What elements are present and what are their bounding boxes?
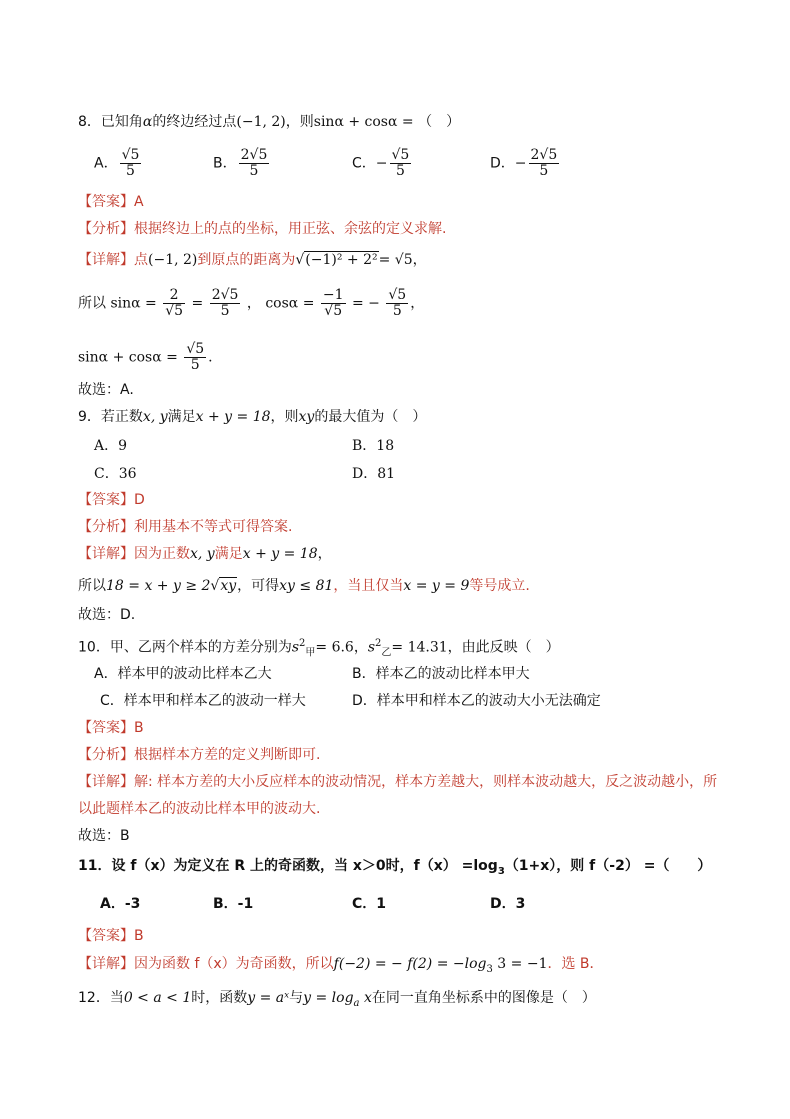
q8-expression: sinα + cosα = （ ） [313,114,461,130]
fraction [184,342,206,373]
fraction-numerator: √5 [388,287,407,303]
detail-text: 因为正数 [134,546,190,562]
answer-tag: 【答案】 [78,492,134,508]
detail-end: ．选 B． [547,956,604,972]
line-text-3: ，当且仅当 [333,578,404,594]
fraction-numerator: 2√5 [211,287,239,303]
detail-tag: 【详解】 [78,546,134,562]
stem-xy: xy [298,409,315,425]
detail-text: 因为函数 f（x）为奇函数，所以 [134,956,334,972]
answer-tag: 【答案】 [78,720,134,736]
stem-text: 10．甲、乙两个样本的方差分别为 [78,639,292,656]
stem-vars: x, y [142,409,168,425]
analysis-tag: 【分析】 [78,519,134,535]
q10-option-c: C．样本甲和样本乙的波动一样大 [100,693,306,709]
answer-value: B [134,928,144,944]
variance-symbol: s [291,639,300,656]
q8-detail: 【详解】点(−1, 2)到原点的距离为√(−1)² + 2²= √5， [78,252,427,268]
detail-text: 解: 样本方差的大小反应样本的波动情况，样本方差越大，则样本波动越大，反之波动越小，所 [134,774,718,790]
stem-condition: x + y = 18 [195,409,271,425]
fraction-denominator: 5 [190,357,200,373]
q9-stem [78,407,426,427]
option-sign: − [514,155,527,172]
exp-function: y = aˣ [247,990,290,1006]
q10-analysis [78,745,320,765]
detail-tag: 【详解】 [78,774,134,790]
option-letter: B． [213,155,237,172]
q8-option-a [94,148,143,179]
variance-sub: 甲 [305,647,316,659]
distance-result: = √5， [378,252,427,268]
condition: 0 < a < 1 [123,990,192,1006]
fraction-numerator: √5 [121,147,140,163]
q8-stem-text-3: ，则 [285,114,314,130]
variance-value: = 6.6 [315,639,354,656]
bound: xy ≤ 81 [279,578,334,594]
fraction [321,288,346,319]
q11-option-c: C．1 [352,896,387,912]
q8-stem [78,112,460,132]
answer-value: A [134,194,144,210]
q8-stem-text-2: 的终边经过点 [152,114,237,130]
radicand: xy [220,578,237,594]
option-letter: D． [490,155,515,172]
line-text-4: 等号成立. [469,578,530,594]
option-fraction [390,148,412,179]
answer-tag: 【答案】 [78,194,134,210]
fraction-denominator: √5 [324,303,343,319]
detail-math-2: 3 = −1 [492,956,548,972]
equals-sign: = − [351,295,380,312]
q9-option-d: D．81 [352,466,396,482]
q9-option-b: B．18 [352,438,395,454]
fraction-numerator: 2√5 [530,147,558,163]
q8-option-b [213,148,271,179]
fraction-numerator: 2 [163,288,185,304]
analysis-tag: 【分析】 [78,747,134,763]
q8-point: (−1, 2) [236,114,286,130]
equality-condition: x = y = 9 [403,578,470,594]
log-base: a [353,997,360,1009]
q8-detail-line3 [78,342,213,373]
q12-stem [78,988,596,1014]
q10-choose: 故选：B [78,828,130,844]
stem-text-4: 在同一直角坐标系中的图像是（ ） [371,990,596,1006]
stem-text: 9．若正数 [78,409,143,425]
q10-stem [78,634,560,663]
q10-detail [78,772,717,792]
q10-option-d: D．样本甲和样本乙的波动大小无法确定 [352,693,601,709]
stem-text-2: ，由此反映（ ） [447,639,560,656]
variance-sup: 2 [375,638,382,649]
q9-answer [78,490,145,510]
fraction [163,288,185,319]
detail-vars: x, y [190,546,215,562]
fraction-denominator: √5 [165,303,184,319]
q10-option-a: A．样本甲的波动比样本乙大 [94,666,272,682]
q9-detail-line2: 所以18 = x + y ≥ 2√xy，可得xy ≤ 81，当且仅当x = y = 9等号成立. [78,578,530,594]
analysis-tag: 【分析】 [78,221,134,237]
q9-detail [78,544,332,564]
option-letter: A． [94,155,118,172]
equals-sign: = [191,295,204,312]
line-end: ， [410,295,425,312]
fraction-denominator: 5 [392,303,402,319]
inequality: 18 = x + y ≥ 2 [106,578,211,594]
line-text-2: ，可得 [237,578,280,594]
q11-option-a: A．-3 [100,896,141,912]
detail-text: 点 [134,252,148,268]
fraction-denominator: 5 [539,163,549,179]
separator: ， [353,639,368,656]
stem-text-3: ，则 [270,409,299,425]
q11-detail [78,954,604,980]
q11-option-d: D．3 [490,896,526,912]
answer-tag: 【答案】 [78,928,134,944]
answer-value: D [134,492,145,508]
fraction-numerator: √5 [186,341,205,357]
stem-text-4: 的最大值为（ ） [314,409,427,425]
q8-answer [78,192,144,212]
q8-choose: 故选：A. [78,382,134,398]
detail-condition: x + y = 18 [242,546,318,562]
line-end: . [208,349,213,366]
option-fraction [120,148,142,179]
answer-value: B [134,720,144,736]
detail-text-2: 满足 [214,546,243,562]
stem-text-2: 时，函数 [191,990,248,1006]
detail-tag: 【详解】 [78,956,134,972]
fraction-numerator: 2√5 [240,147,268,163]
q9-option-c: C．36 [94,466,137,482]
option-fraction [529,148,560,179]
q11-answer [78,926,144,946]
variance-symbol: s [367,639,376,656]
option-letter: C． [352,155,376,172]
fraction [386,288,408,319]
log-function: y = log [303,990,354,1006]
detail-text-2: 到原点的距离为 [197,252,296,268]
fraction-denominator: 5 [249,163,259,179]
fraction-denominator: 5 [395,163,405,179]
variance-value: = 14.31 [391,639,448,656]
q9-option-a: A．9 [94,438,128,454]
log-base: 3 [497,865,505,877]
stem-text-2: 满足 [167,409,196,425]
stem-text-3: 与 [289,990,304,1006]
fraction-denominator: 5 [220,303,230,319]
q8-detail-line2 [78,288,424,319]
line-text-2: ， cosα = [246,295,315,312]
variance-sup: 2 [299,638,306,649]
distance-radicand: (−1)² + 2² [305,252,378,268]
fraction-numerator: −1 [322,287,344,303]
detail-tag: 【详解】 [78,252,134,268]
variance-sub: 乙 [381,647,392,659]
q10-detail-line2: 以此题样本乙的波动比样本甲的波动大. [78,801,321,817]
analysis-text: 根据终边上的点的坐标，用正弦、余弦的定义求解. [134,221,447,237]
line-text: sinα + cosα = [78,349,178,366]
q11-option-b: B．-1 [213,896,254,912]
line-text: 所以 sinα = [78,295,157,312]
q8-option-d [490,148,561,179]
q10-option-b: B．样本乙的波动比样本甲大 [352,666,530,682]
q8-stem-text: 8．已知角 [78,114,143,130]
stem-text-2: （1+x），则 f（-2） =（ ） [504,858,712,874]
log-arg: x [359,990,372,1006]
analysis-text: 利用基本不等式可得答案. [134,519,293,535]
fraction-denominator: 5 [126,163,135,179]
q8-analysis [78,219,446,239]
detail-end: ， [317,546,332,562]
q8-alpha: α [142,114,153,130]
q11-stem [78,856,711,882]
log-base: 3 [486,963,493,975]
option-fraction [239,148,270,179]
detail-math: f(−2) = − f(2) = −log [333,956,487,972]
q8-option-c [352,148,413,179]
fraction-numerator: √5 [391,147,410,163]
line-text: 所以 [78,578,106,594]
q10-answer [78,718,144,738]
stem-text: 11．设 f（x）为定义在 R 上的奇函数，当 x＞0时，f（x） =log [78,858,498,874]
option-sign: − [375,155,388,172]
detail-point: (−1, 2) [148,252,198,268]
stem-text: 12．当 [78,990,124,1006]
q9-analysis [78,517,292,537]
analysis-text: 根据样本方差的定义判断即可. [134,747,321,763]
fraction [210,288,241,319]
q9-choose: 故选：D. [78,607,136,623]
